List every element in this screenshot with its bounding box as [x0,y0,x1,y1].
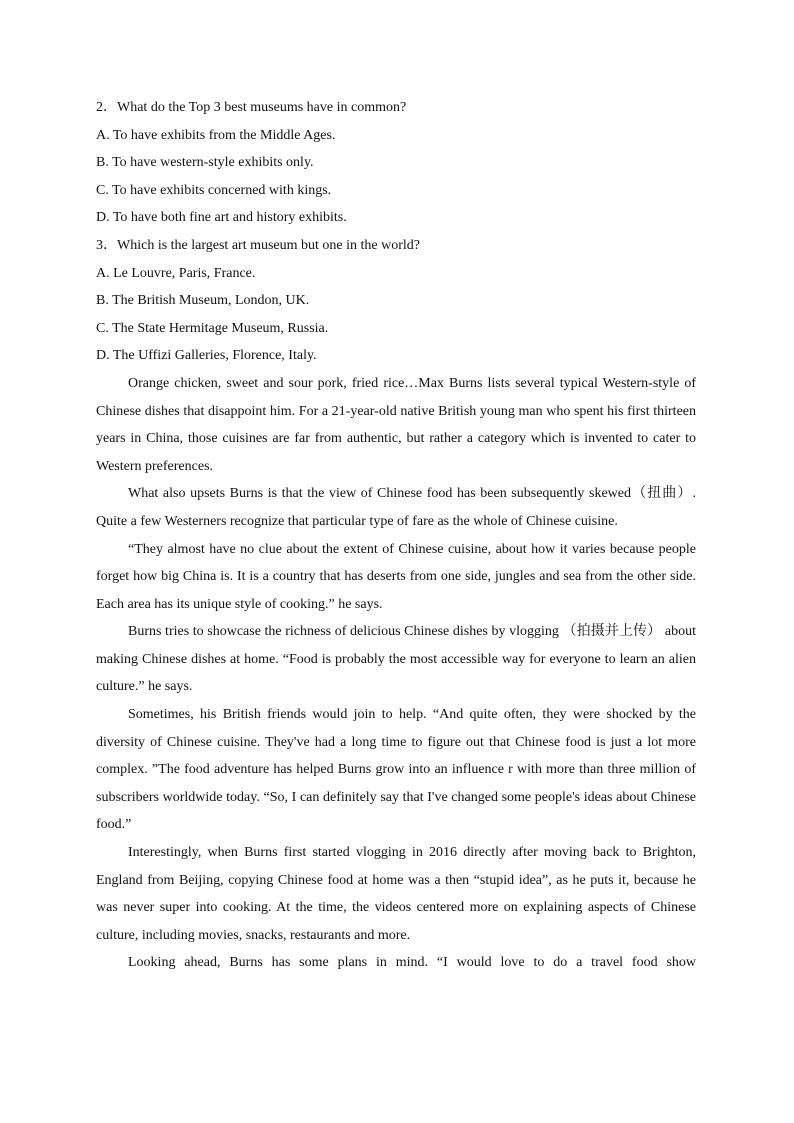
passage-paragraph: Orange chicken, sweet and sour pork, fried rice…Max Burns lists several typical Western-style of Chinese dishes that disappoint him. For a 21-year-old native British young man who spent his first thirteen years in China, those cuisines are far from authentic, but rather a category which is invented to cater to Western preferences. [96,375,696,474]
question-3-option-d: D. The Uffizi Galleries, Florence, Italy. [96,348,317,364]
passage-paragraph: Burns tries to showcase the richness of delicious Chinese dishes by vlogging （拍摄并上传） about making Chinese dishes at home. “Food is probably the most accessible way for everyone to learn an alien culture.” he says. [96,624,696,695]
question-2-option-a: A. To have exhibits from the Middle Ages. [96,127,336,143]
question-3-option-b: B. The British Museum, London, UK. [96,293,310,309]
passage-paragraph: What also upsets Burns is that the view of Chinese food has been subsequently skewed（扭曲）. Quite a few Westerners recognize that particular type of fare as the whole of Chinese cuisine. [96,486,696,529]
passage-paragraph: Interestingly, when Burns first started vlogging in 2016 directly after moving back to Brighton, England from Beijing, copying Chinese food at home was a then “stupid idea”, as he puts it, because he was never super into cooking. At the time, the videos centered more on explaining aspects of Chinese culture, including movies, snacks, restaurants and more. [96,845,696,943]
question-3-option-c: C. The State Hermitage Museum, Russia. [96,320,329,336]
passage-paragraph: Sometimes, his British friends would join to help. “And quite often, they were shocked by the diversity of Chinese cuisine. They've had a long time to figure out that Chinese food is just a lot more complex. ”The food adventure has helped Burns grow into an influence r with more than three million of subscribers worldwide today. “So, I can definitely say that I've changed some people's ideas about Chinese food.” [96,707,696,833]
question-2-option-b: B. To have western-style exhibits only. [96,155,314,171]
question-3-option-a: A. Le Louvre, Paris, France. [96,265,256,281]
question-2-stem: 2．What do the Top 3 best museums have in common? [96,100,407,115]
passage-paragraph: “They almost have no clue about the extent of Chinese cuisine, about how it varies because people forget how big China is. It is a country that has deserts from one side, jungles and sea from the other side. Each area has its unique style of cooking.” he says. [96,541,696,612]
document-page [96,94,696,977]
question-2-option-d: D. To have both fine art and history exhibits. [96,210,347,226]
question-3-stem: 3．Which is the largest art museum but one in the world? [96,237,421,253]
passage-paragraph: Looking ahead, Burns has some plans in mind. “I would love to do a travel food show [128,955,696,971]
question-2-option-c: C. To have exhibits concerned with kings. [96,182,332,198]
